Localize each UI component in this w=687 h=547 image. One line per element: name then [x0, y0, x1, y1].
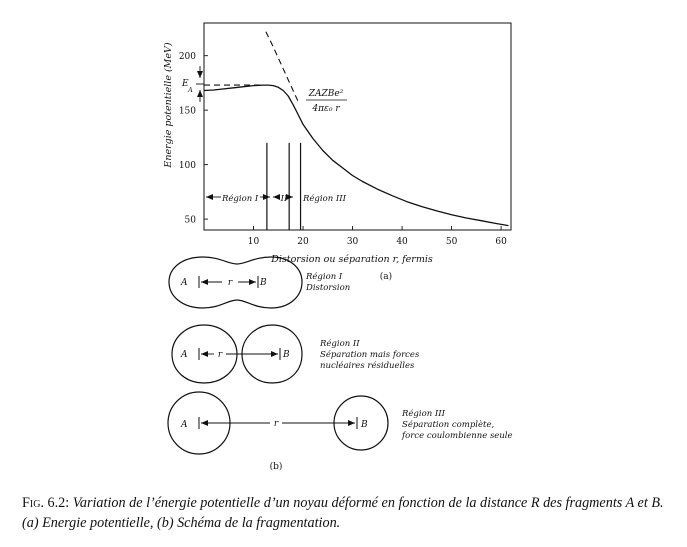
- potential-energy-chart: [163, 23, 511, 282]
- x-axis-label: Distorsion ou séparation r, fermis: [271, 254, 433, 265]
- y-axis-label: Energie potentielle (MeV): [163, 42, 174, 168]
- formula-numerator: ZAZBe²: [308, 89, 344, 99]
- x-axis-ticks: [248, 226, 507, 247]
- x-tick-label: 60: [495, 237, 507, 247]
- row3-label-b: B: [361, 420, 368, 430]
- fragmentation-schematic: [168, 257, 513, 472]
- caption-lead: Fig. 6.2:: [22, 495, 70, 511]
- x-tick-label: 10: [247, 237, 260, 247]
- region-3-label: Région III: [303, 194, 346, 204]
- row2-desc1: Séparation mais forces: [320, 350, 420, 360]
- row3-title: Région III: [402, 409, 445, 419]
- row3-label-r: r: [273, 419, 279, 429]
- x-tick-label: 20: [297, 237, 309, 247]
- row2-label-a: A: [181, 350, 188, 360]
- x-tick-label: 40: [396, 237, 408, 247]
- y-tick-label: 200: [178, 52, 196, 63]
- row3-desc1: Séparation complète,: [402, 420, 495, 430]
- region-1-label: Région I: [222, 194, 259, 204]
- x-tick-label: 30: [346, 237, 359, 247]
- row2-label-r: r: [217, 350, 223, 360]
- panel-a-label: (a): [379, 272, 393, 282]
- row2-desc2: nucléaires résiduelles: [320, 361, 415, 371]
- region-2-label: II: [280, 194, 288, 204]
- formula-denominator: 4πε₀ r: [312, 104, 340, 114]
- row1-desc1: Distorsion: [306, 283, 351, 293]
- row3-label-a: A: [181, 420, 188, 430]
- row2-title: Région II: [320, 339, 360, 349]
- row2-label-b: B: [283, 350, 290, 360]
- y-tick-label: 50: [184, 215, 196, 226]
- row1-label-a: A: [181, 278, 188, 288]
- y-tick-label: 100: [178, 161, 196, 172]
- x-tick-label: 50: [445, 237, 458, 247]
- row1-title: Région I: [306, 272, 343, 282]
- row3-desc2: force coulombienne seule: [402, 431, 513, 441]
- potential-energy-curve: [204, 85, 509, 226]
- ea-subscript: A: [188, 86, 193, 94]
- dashed-curve: [266, 32, 298, 102]
- row1-label-b: B: [260, 278, 267, 288]
- y-tick-label: 150: [178, 106, 196, 117]
- region-boundaries: [267, 143, 301, 230]
- panel-b-label: (b): [269, 462, 283, 472]
- figure-caption: [22, 493, 672, 533]
- row1-label-r: r: [227, 278, 233, 288]
- caption-text: Variation de l’énergie potentielle d’un noyau déformé en fonction de la distance R des fragments A et B. (a) Energie potentielle, (b) Schéma de la fragmentation.: [22, 495, 664, 531]
- ea-symbol: E: [182, 79, 189, 89]
